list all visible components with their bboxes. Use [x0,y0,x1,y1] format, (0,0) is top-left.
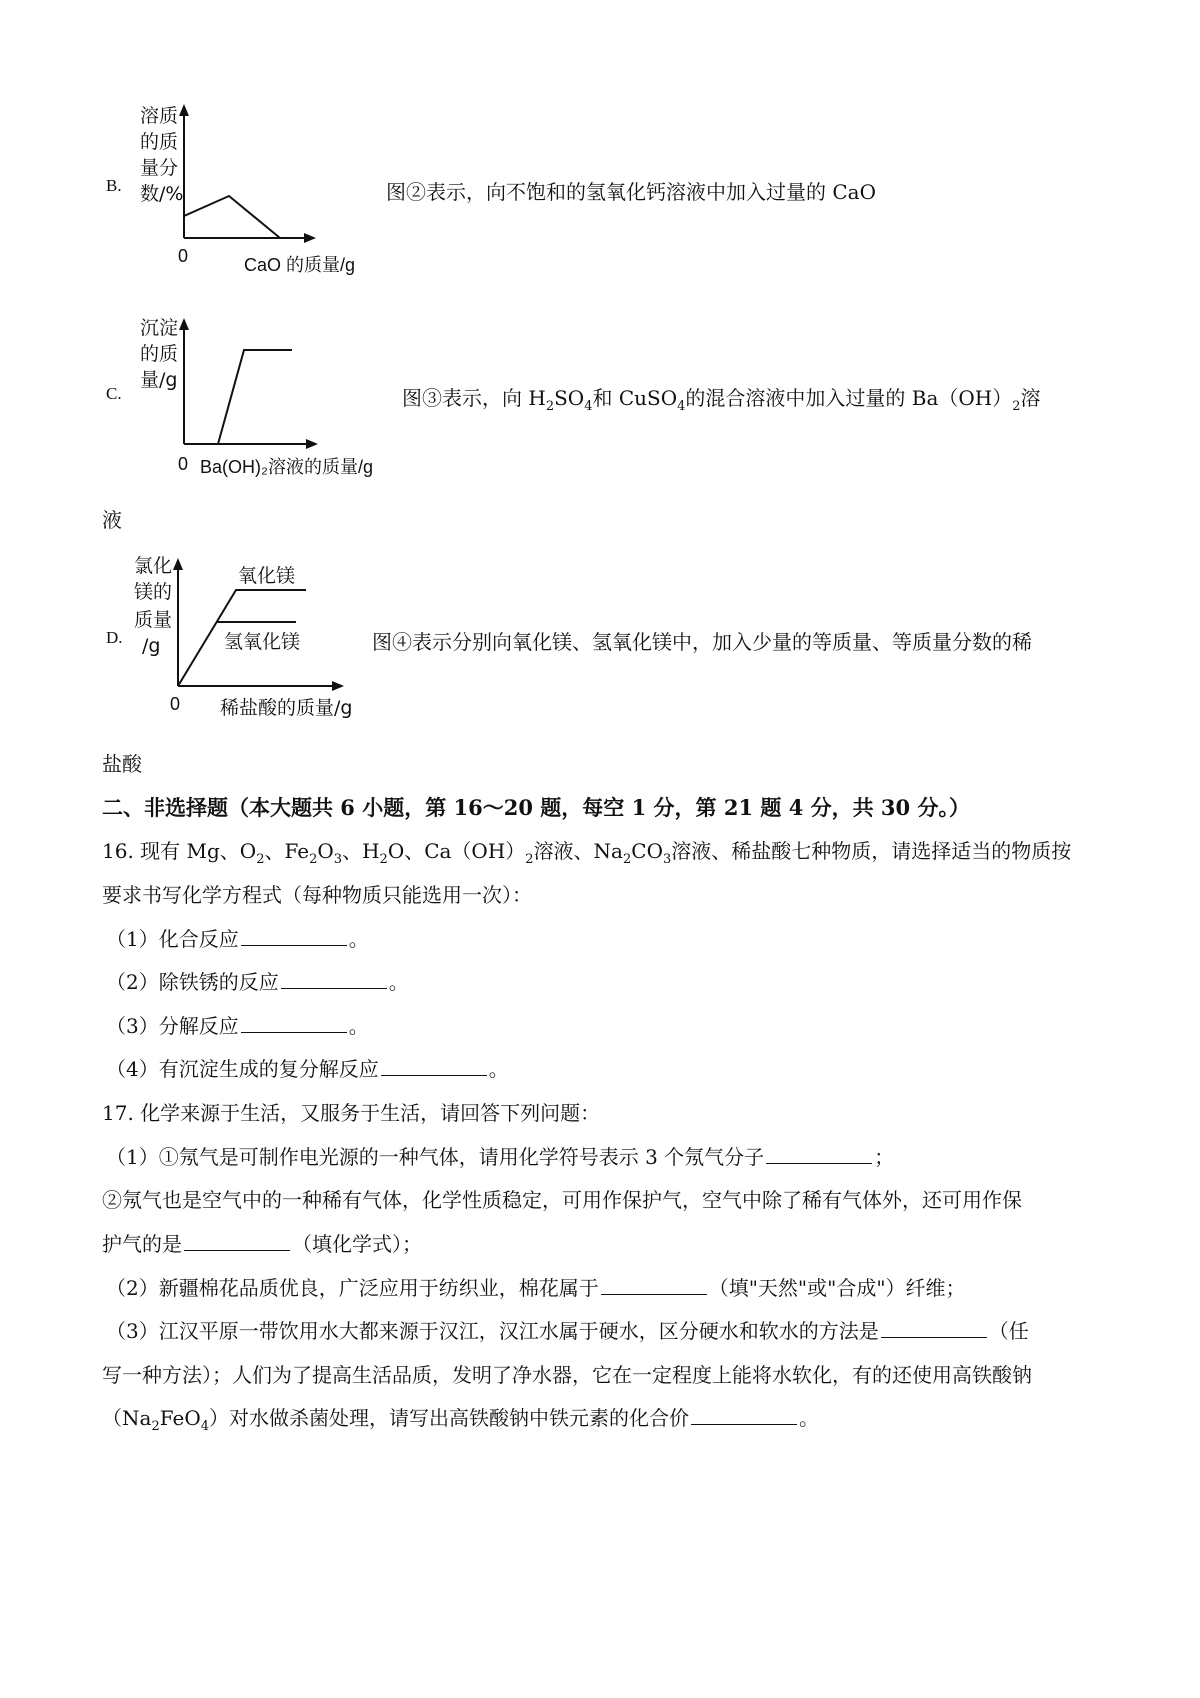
option-c-text-continued: 液 [102,508,122,532]
q17-blank-3[interactable] [601,1276,707,1295]
option-d-letter: D. [106,628,123,647]
q17-part-2: （2）新疆棉花品质优良，广泛应用于纺织业，棉花属于 （填"天然"或"合成"）纤维； [106,1276,966,1300]
graph-b-x-arrow [304,233,316,243]
graph-d-ylabel-1: 氯化 [134,555,173,577]
graph-c-ylabel-2: 的质 [140,343,179,365]
graph-d [116,548,376,723]
graph-c-origin: 0 [178,454,189,474]
graph-d-ylabel-3: 质量 [134,609,173,631]
q16-item-2: （2）除铁锈的反应 。 [106,970,409,994]
q17-part-1a: （1）①氖气是可制作电光源的一种气体，请用化学符号表示 3 个氖气分子 ； [106,1145,895,1169]
q17-blank-4[interactable] [881,1319,987,1338]
q16-item-4: （4）有沉淀生成的复分解反应 。 [106,1057,509,1081]
q16-line-1: 16. 现有 Mg、$O_2$、$Fe_2O_3$、$H_2O$、$Ca(OH)_2$溶液、$Na_2CO_3$溶液、稀盐酸七种物质，请选择适当的物质按 [102,839,1072,867]
q16-item-3: （3）分解反应 。 [106,1014,369,1038]
q16-blank-4[interactable] [381,1057,487,1076]
graph-c-curve [218,350,292,444]
option-b-letter: B. [106,176,122,195]
graph-c-x-arrow [306,439,318,449]
q17-part-1c: 护气的是 （填化学式）； [102,1232,422,1256]
q17-intro: 17. 化学来源于生活，又服务于生活，请回答下列问题： [102,1101,601,1125]
graph-d-y-arrow [173,558,183,570]
graph-d-x-arrow [332,681,344,691]
q17-part-3a: （3）江汉平原一带饮用水大都来源于汉江，汉江水属于硬水，区分硬水和软水的方法是 （任 [106,1319,1029,1343]
option-d-text-continued: 盐酸 [102,752,142,776]
graph-b-ylabel-4: 数/% [140,183,184,205]
q17-part-1b: ②氖气也是空气中的一种稀有气体，化学性质稳定，可用作保护气，空气中除了稀有气体外，还可用作保 [102,1188,1022,1212]
q17-part-3c: $(Na_2FeO_4)$对水做杀菌处理，请写出高铁酸钠中铁元素的化合价 。 [102,1406,820,1434]
graph-c-ylabel-3: 量/g [140,369,178,391]
graph-d-xlabel: 稀盐酸的质量/g [220,697,353,719]
graph-d-ylabel-4: /g [142,635,161,657]
q16-blank-3[interactable] [241,1014,347,1033]
q16-blank-1[interactable] [241,927,347,946]
option-c-text: 图③表示，向 $H_2SO_4$和 CuSO$_4$的混合溶液中加入过量的 $Ba(OH)_2$溶 [402,386,1041,414]
q17-blank-1[interactable] [766,1145,872,1164]
q17-part-3b: 写一种方法）；人们为了提高生活品质，发明了净水器，它在一定程度上能将水软化，有的还使用高铁酸钠 [102,1363,1032,1387]
graph-b-y-arrow [179,104,189,116]
q16-blank-2[interactable] [281,970,387,989]
graph-b [120,96,380,281]
graph-c-y-arrow [179,318,189,330]
graph-b-curve [184,196,280,238]
option-b-text: 图②表示，向不饱和的氢氧化钙溶液中加入过量的 CaO [386,180,876,204]
graph-d-ylabel-2: 镁的 [134,581,173,603]
q16-item-1: （1）化合反应 。 [106,927,369,951]
q16-line-2: 要求书写化学方程式（每种物质只能选用一次）： [102,883,532,907]
graph-d-curve-label-mgoh2: 氢氧化镁 [224,631,301,653]
graph-c-ylabel-1: 沉淀 [140,317,179,339]
graph-b-ylabel-2: 的质 [140,131,179,153]
graph-d-origin: 0 [170,694,181,714]
option-d-text: 图④表示分别向氧化镁、氢氧化镁中，加入少量的等质量、等质量分数的稀 [372,630,1032,654]
section-heading: 二、非选择题（本大题共 6 小题，第 16～20 题，每空 1 分，第 21 题 4 分，共 30 分。） [102,795,970,820]
graph-b-xlabel: CaO 的质量/g [244,255,356,275]
option-c-letter: C. [106,384,122,403]
graph-b-ylabel-1: 溶质 [140,105,179,127]
graph-c [120,308,400,488]
q17-blank-2[interactable] [184,1232,290,1251]
graph-b-origin: 0 [178,246,189,266]
graph-c-xlabel: Ba(OH)₂溶液的质量/g [200,457,374,477]
q17-blank-5[interactable] [691,1406,797,1425]
graph-d-curve-label-mgo: 氧化镁 [238,565,296,587]
graph-b-ylabel-3: 量分 [140,157,179,179]
